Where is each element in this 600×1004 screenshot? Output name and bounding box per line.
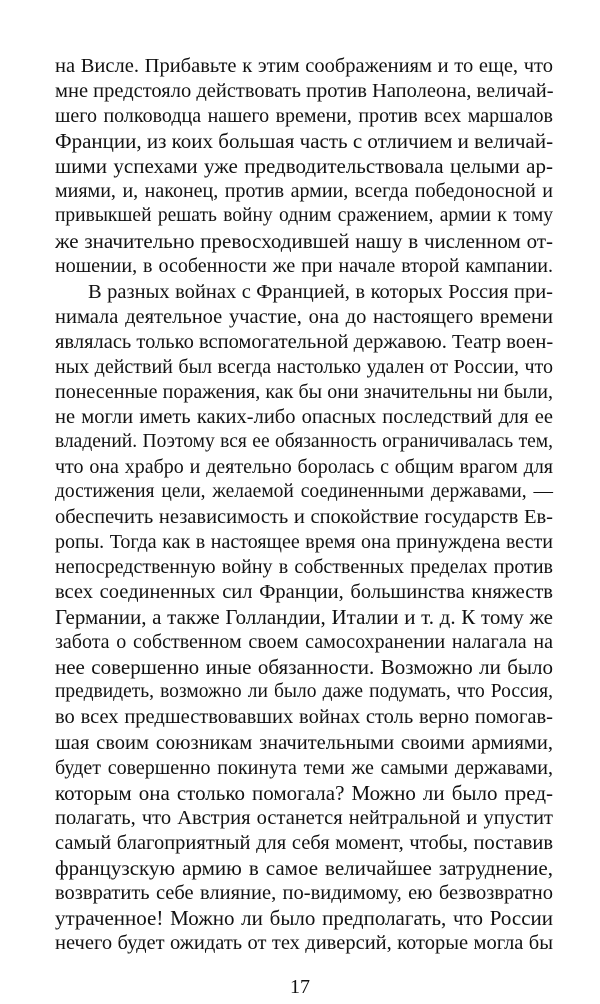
text-line: нимала деятельное участие, она до настоящего времени (55, 305, 553, 328)
text-line: привыкшей решать войну одним сражением, армии к тому (55, 205, 553, 227)
text-line: полагать, что Австрия останется нейтральной и упустит (55, 806, 553, 829)
text-line: шего полководца нашего времени, против всех маршалов (55, 105, 553, 128)
text-line: являлась только вспомогательной державою. Театр воен- (55, 330, 554, 353)
text-line: на Висле. Прибавьте к этим соображениям и то еще, что (55, 55, 553, 77)
text-line: во всех предшествовавших войнах столь верно помогав- (55, 706, 553, 729)
text-line: Германии, а также Голландии, Италии и т. д. К тому же (55, 605, 553, 630)
text-line: В разных войнах с Францией, в которых Россия при- (88, 280, 553, 303)
text-line: мне предстояло действовать против Наполеона, величай- (55, 80, 554, 103)
text-line: французскую армию в самое величайшее затруднение, (55, 855, 553, 880)
text-line: забота о собственном своем самосохранении налагала на (55, 631, 553, 654)
text-line: ных действий был всегда настолько удален от России, что (55, 355, 553, 378)
text-line: ношении, в особенности же при начале второй кампании. (55, 255, 553, 278)
text-line: Франции, из коих большая часть с отличием и величай- (55, 129, 554, 154)
text-line: миями, и, наконец, против армии, всегда победоносной и (55, 180, 553, 203)
text-line: всех соединенных сил Франции, большинства княжеств (55, 581, 553, 604)
text-line: нечего будет ожидать от тех диверсий, которые могла бы (55, 932, 553, 954)
text-line: достижения цели, желаемой соединенными державами, — (55, 480, 553, 502)
text-line: шая своим союзникам значительными своими армиями, (55, 731, 553, 754)
text-line: же значительно превосходившей нашу в численном от- (55, 229, 553, 254)
text-line: будет совершенно покинута теми же самыми державами, (55, 756, 553, 779)
page-number: 17 (290, 976, 310, 998)
text-line: что она храбро и деятельно боролась с общим врагом для (55, 455, 553, 478)
text-line: понесенные поражения, как бы они значительны ни были, (55, 380, 553, 403)
text-line: шими успехами уже предводительствовала целыми ар- (55, 154, 553, 179)
text-line: самый благоприятный для себя момент, чтобы, поставив (55, 831, 553, 854)
text-line: не могли иметь каких-либо опасных последствий для ее (55, 405, 553, 428)
text-line: утраченное! Можно ли было предполагать, что России (55, 905, 553, 930)
text-line: обеспечить независимость и спокойствие государств Ев- (55, 506, 553, 529)
text-line: предвидеть, возможно ли было даже подумать, что Россия, (55, 681, 553, 703)
text-line: владений. Поэтому вся ее обязанность ограничивалась тем, (55, 430, 553, 452)
text-line: ропы. Тогда как в настоящее время она принуждена вести (55, 531, 553, 554)
text-line: непосредственную войну в собственных пределах против (55, 556, 553, 579)
text-line: нее совершенно иные обязанности. Возможно ли было (55, 655, 553, 680)
text-line: которым она столько помогала? Можно ли было пред- (55, 780, 553, 805)
text-line: возвратить себе влияние, по-видимому, ею безвозвратно (55, 881, 553, 904)
